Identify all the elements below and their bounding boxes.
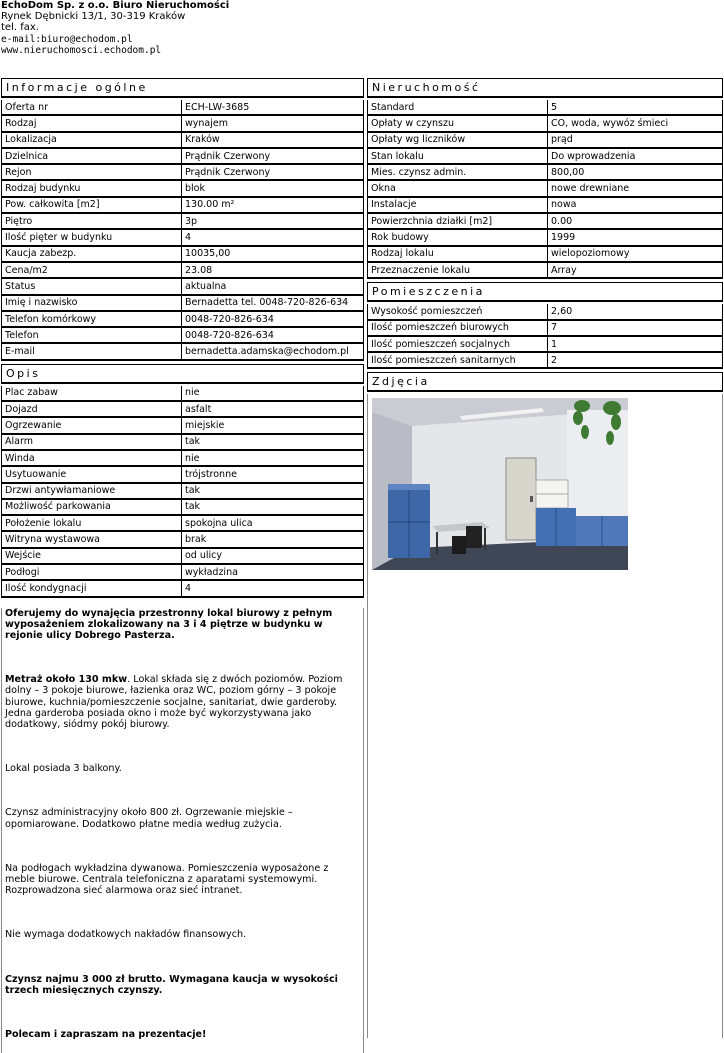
rooms-row-value: 7 — [548, 320, 723, 336]
general-row-label: Rodzaj budynku — [2, 180, 182, 196]
rooms-row-label: Ilość pomieszczeń biurowych — [368, 320, 548, 336]
opis-row-value: wykładzina — [182, 564, 364, 580]
property-row-label: Instalacje — [368, 197, 548, 213]
rooms-row — [368, 336, 723, 352]
property-row-value: CO, woda, wywóz śmieci — [548, 115, 723, 131]
general-info-table — [1, 100, 364, 361]
property-row — [368, 197, 723, 213]
general-row-value: aktualna — [182, 278, 364, 294]
rooms-row-label: Wysokość pomieszczeń — [368, 304, 548, 319]
opis-row-value: miejskie — [182, 417, 364, 433]
general-row-label: Ilość pięter w budynku — [2, 229, 182, 245]
property-row-value: prąd — [548, 132, 723, 148]
general-row-value: wynajem — [182, 115, 364, 131]
property-row-label: Powierzchnia działki [m2] — [368, 213, 548, 229]
opis-row — [2, 580, 364, 596]
opis-row-value: nie — [182, 450, 364, 466]
rooms-row — [368, 304, 723, 319]
description-equipment: Na podłogach wykładzina dywanowa. Pomieszczenia wyposażone z meble biurowe. Centrala telefoniczna z aparatami systemowymi. Rozprowadzona sieć alarmowa oraz sieć intranet. — [5, 862, 329, 897]
section-photos-title: Zdjęcia — [367, 372, 723, 392]
property-row — [368, 246, 723, 262]
property-row — [368, 115, 723, 131]
general-row-label: Dzielnica — [2, 148, 182, 164]
property-row-value: 0.00 — [548, 213, 723, 229]
description-costs: Czynsz administracyjny około 800 zł. Ogrzewanie miejskie – opomiarowane. Dodatkowo płatne media według zużycia. — [5, 807, 293, 830]
general-row — [2, 246, 364, 262]
opis-row-label: Położenie lokalu — [2, 515, 182, 531]
opis-row-label: Podłogi — [2, 564, 182, 580]
general-row — [2, 295, 364, 311]
general-row — [2, 327, 364, 343]
property-row-value: Do wprowadzenia — [548, 148, 723, 164]
opis-row-label: Możliwość parkowania — [2, 499, 182, 515]
general-row — [2, 343, 364, 359]
rooms-row — [368, 320, 723, 336]
opis-row-label: Witryna wystawowa — [2, 531, 182, 547]
general-row-label: Oferta nr — [2, 100, 182, 115]
general-row-label: Kaucja zabezp. — [2, 246, 182, 262]
section-general-title: Informacje ogólne — [1, 78, 364, 98]
general-row-label: E-mail — [2, 343, 182, 359]
general-row — [2, 229, 364, 245]
property-row — [368, 180, 723, 196]
section-property-title: Nieruchomość — [367, 78, 723, 98]
property-row — [368, 213, 723, 229]
general-row — [2, 132, 364, 148]
rooms-row-label: Ilość pomieszczeń sanitarnych — [368, 352, 548, 368]
opis-row-value: od ulicy — [182, 548, 364, 564]
property-row-value: 1999 — [548, 229, 723, 245]
opis-row — [2, 386, 364, 401]
general-row-label: Imię i nazwisko — [2, 295, 182, 311]
general-row — [2, 100, 364, 115]
property-row — [368, 132, 723, 148]
property-row-label: Mies. czynsz admin. — [368, 164, 548, 180]
rooms-row-label: Ilość pomieszczeń socjalnych — [368, 336, 548, 352]
office-photo-image — [372, 398, 628, 570]
general-row-label: Lokalizacja — [2, 132, 182, 148]
general-row-label: Rejon — [2, 164, 182, 180]
office-photo[interactable] — [372, 398, 628, 570]
property-row-value: nowa — [548, 197, 723, 213]
description-balconies: Lokal posiada 3 balkony. — [5, 763, 122, 775]
general-row-value: 4 — [182, 229, 364, 245]
section-opis-title: Opis — [1, 364, 364, 384]
rooms-row-value: 1 — [548, 336, 723, 352]
property-row-label: Opłaty wg liczników — [368, 132, 548, 148]
property-row-value: Array — [548, 262, 723, 278]
general-row — [2, 197, 364, 213]
opis-row-label: Dojazd — [2, 401, 182, 417]
general-row-label: Piętro — [2, 213, 182, 229]
opis-row-value: brak — [182, 531, 364, 547]
general-row — [2, 262, 364, 278]
company-address: Rynek Dębnicki 13/1, 30-319 Kraków — [1, 11, 186, 23]
opis-row-value: spokojna ulica — [182, 515, 364, 531]
opis-row — [2, 548, 364, 564]
property-row-value: 800,00 — [548, 164, 723, 180]
general-row-value: 0048-720-826-634 — [182, 311, 364, 327]
opis-row-value: nie — [182, 386, 364, 401]
opis-row-value: trójstronne — [182, 466, 364, 482]
offer-description — [1, 608, 364, 1053]
general-row-label: Cena/m2 — [2, 262, 182, 278]
property-row — [368, 148, 723, 164]
property-row-label: Rodzaj lokalu — [368, 246, 548, 262]
property-row-label: Okna — [368, 180, 548, 196]
description-rent: Czynsz najmu 3 000 zł brutto. Wymagana kaucja w wysokości trzech miesięcznych czynszy. — [5, 973, 338, 996]
property-row — [368, 100, 723, 115]
description-intro: Oferujemy do wynajęcia przestronny lokal biurowy z pełnym wyposażeniem zlokalizowany na 3 i 4 piętrze w budynku w rejonie ulicy Dobrego Pasterza. — [5, 607, 333, 642]
general-row-value: 10035,00 — [182, 246, 364, 262]
rooms-row — [368, 352, 723, 368]
general-row-value: 130.00 m² — [182, 197, 364, 213]
agency-header — [1, 0, 229, 56]
opis-row — [2, 515, 364, 531]
opis-row — [2, 564, 364, 580]
opis-row — [2, 450, 364, 466]
company-fax: tel. fax. — [1, 22, 39, 34]
opis-row-value: tak — [182, 499, 364, 515]
opis-row-value: asfalt — [182, 401, 364, 417]
opis-row-label: Winda — [2, 450, 182, 466]
general-row-value: 23.08 — [182, 262, 364, 278]
opis-row-value: 4 — [182, 580, 364, 596]
rooms-row-value: 2,60 — [548, 304, 723, 319]
opis-row — [2, 499, 364, 515]
general-row — [2, 164, 364, 180]
general-row — [2, 180, 364, 196]
opis-row — [2, 434, 364, 450]
general-row — [2, 311, 364, 327]
general-row-value: Kraków — [182, 132, 364, 148]
general-row-value: Bernadetta tel. 0048-720-826-634 — [182, 295, 364, 311]
opis-row-label: Drzwi antywłamaniowe — [2, 483, 182, 499]
property-row-label: Stan lokalu — [368, 148, 548, 164]
property-row-label: Opłaty w czynszu — [368, 115, 548, 131]
opis-row-label: Wejście — [2, 548, 182, 564]
general-row-label: Telefon komórkowy — [2, 311, 182, 327]
general-row-value: blok — [182, 180, 364, 196]
left-column — [1, 78, 364, 1053]
description-area-text: . Lokal składa się z dwóch poziomów. Poziom dolny – 3 pokoje biurowe, łazienka oraz WC, poziom górny – 3 pokoje biurowe, kuchnia/pomieszczenie socjalne, sanitariat, dwie garderoby. Jedna garderoba posiada okno i może być wykorzystywana jako dodatkowy, siódmy pokój biurowy. — [5, 674, 343, 731]
general-row-value: bernadetta.adamska@echodom.pl — [182, 343, 364, 359]
general-row-value: Prądnik Czerwony — [182, 164, 364, 180]
general-row-label: Status — [2, 278, 182, 294]
property-row-label: Rok budowy — [368, 229, 548, 245]
opis-row-value: tak — [182, 434, 364, 450]
opis-row — [2, 417, 364, 433]
general-row — [2, 115, 364, 131]
opis-row-label: Ogrzewanie — [2, 417, 182, 433]
general-row — [2, 278, 364, 294]
section-rooms-title: Pomieszczenia — [367, 282, 723, 302]
opis-table — [1, 386, 364, 598]
general-row-value: 0048-720-826-634 — [182, 327, 364, 343]
rooms-row-value: 2 — [548, 352, 723, 368]
right-column — [367, 78, 723, 1038]
photos-frame — [367, 394, 723, 1038]
general-row-label: Telefon — [2, 327, 182, 343]
property-row-value: wielopoziomowy — [548, 246, 723, 262]
general-row — [2, 213, 364, 229]
description-no-investment: Nie wymaga dodatkowych nakładów finansowych. — [5, 929, 247, 941]
opis-row-label: Plac zabaw — [2, 386, 182, 401]
property-row-label: Standard — [368, 100, 548, 115]
property-table — [367, 100, 723, 279]
opis-row-label: Ilość kondygnacji — [2, 580, 182, 596]
description-invitation: Polecam i zapraszam na prezentacje! — [5, 1029, 207, 1041]
general-row-label: Rodzaj — [2, 115, 182, 131]
opis-row — [2, 483, 364, 499]
property-row-value: nowe drewniane — [548, 180, 723, 196]
general-row-value: Prądnik Czerwony — [182, 148, 364, 164]
description-area-bold: Metraż około 130 mkw — [5, 674, 128, 686]
property-row — [368, 164, 723, 180]
company-name: EchoDom Sp. z o.o. Biuro Nieruchomości — [1, 0, 230, 11]
description-area — [5, 674, 360, 730]
property-row — [368, 229, 723, 245]
general-row-value: ECH-LW-3685 — [182, 100, 364, 115]
property-row — [368, 262, 723, 278]
opis-row-label: Alarm — [2, 434, 182, 450]
general-row-value: 3p — [182, 213, 364, 229]
company-website[interactable]: www.nieruchomosci.echodom.pl — [1, 44, 162, 56]
opis-row-value: tak — [182, 483, 364, 499]
opis-row — [2, 531, 364, 547]
general-row — [2, 148, 364, 164]
property-row-value: 5 — [548, 100, 723, 115]
company-email[interactable]: e-mail:biuro@echodom.pl — [1, 33, 133, 45]
opis-row — [2, 466, 364, 482]
opis-row — [2, 401, 364, 417]
rooms-table — [367, 304, 723, 369]
opis-row-label: Usytuowanie — [2, 466, 182, 482]
general-row-label: Pow. całkowita [m2] — [2, 197, 182, 213]
property-row-label: Przeznaczenie lokalu — [368, 262, 548, 278]
